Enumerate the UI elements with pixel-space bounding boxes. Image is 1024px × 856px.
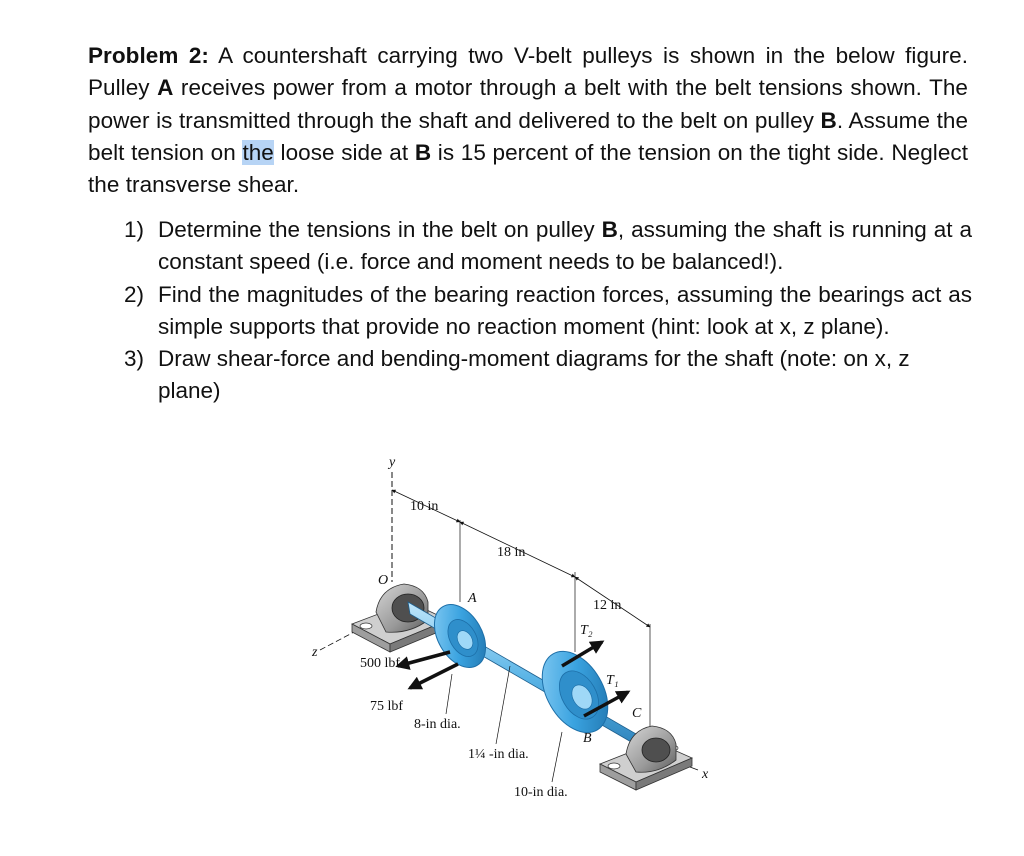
label-a: A [468,591,477,606]
dimension-18in-label: 18 in [497,545,526,560]
countershaft-drawing [300,452,720,820]
question-text: Draw shear-force and bending-moment diagrams for the shaft (note: on x, z plane) [158,346,910,404]
dia-shaft-label: 1¼ -in dia. [468,747,529,762]
leader-8in [446,674,452,714]
x-axis-label: x [702,767,709,782]
problem-title: Problem 2: [88,43,209,68]
pulley-a-label: A [157,75,174,101]
pulley-b-label: B [820,107,837,133]
dia-8in-label: 8-in dia. [414,717,461,732]
problem-text-3: . Assume the belt tension on [88,107,969,165]
dimension-10in-label: 10 in [410,499,439,514]
label-b: B [583,731,592,746]
problem-statement [88,40,968,201]
question-item [124,214,972,279]
question-list [124,214,972,408]
leader-shaft [496,666,510,744]
question-item [124,279,972,344]
question-item [124,343,972,408]
label-c: C [632,706,642,721]
countershaft-figure [300,452,720,820]
question-text: Find the magnitudes of the bearing reaction forces, assuming the bearings act as simple supports that provide no reaction moment (hint: look at x, z plane). [158,281,972,339]
z-axis-label: z [312,645,318,660]
dia-10in-label: 10-in dia. [514,785,568,800]
force-75-arrow [410,664,458,688]
selected-text[interactable]: the [242,139,274,165]
problem-text-4: loose side at [273,139,415,165]
problem-text-1: A countershaft carrying two V-belt pulleys is shown in the below figure. Pulley [88,43,968,101]
question-number: 2) [124,281,145,307]
origin-label: O [378,573,389,588]
force-500-label: 500 lbf [360,656,401,671]
force-500-arrow [398,652,450,666]
question-number: 1) [124,217,145,242]
t1-label: T₁ [606,673,619,688]
dimension-12in-label: 12 in [593,598,622,613]
pulley-a [424,596,496,677]
problem-text-5: is 15 percent of the tension on the tight side. Neglect the transverse shear. [88,139,968,198]
leader-10in [552,732,562,782]
t2-label: T₂ [580,623,593,638]
force-75-label: 75 lbf [370,699,404,714]
question-bold: B [601,217,618,242]
question-number: 3) [124,346,145,372]
question-text: Determine the tensions in the belt on pulley [158,217,602,242]
pulley-b-label-2: B [414,139,432,165]
bearing-c [600,726,692,790]
question-text-end: , assuming the shaft is running at a constant speed (i.e. force and moment needs to be balanced!). [158,217,973,275]
problem-text-2: receives power from a motor through a belt with the belt tensions shown. The power is transmitted through the shaft and delivered to the belt on pulley [88,75,968,133]
y-axis-label: y [389,455,396,470]
